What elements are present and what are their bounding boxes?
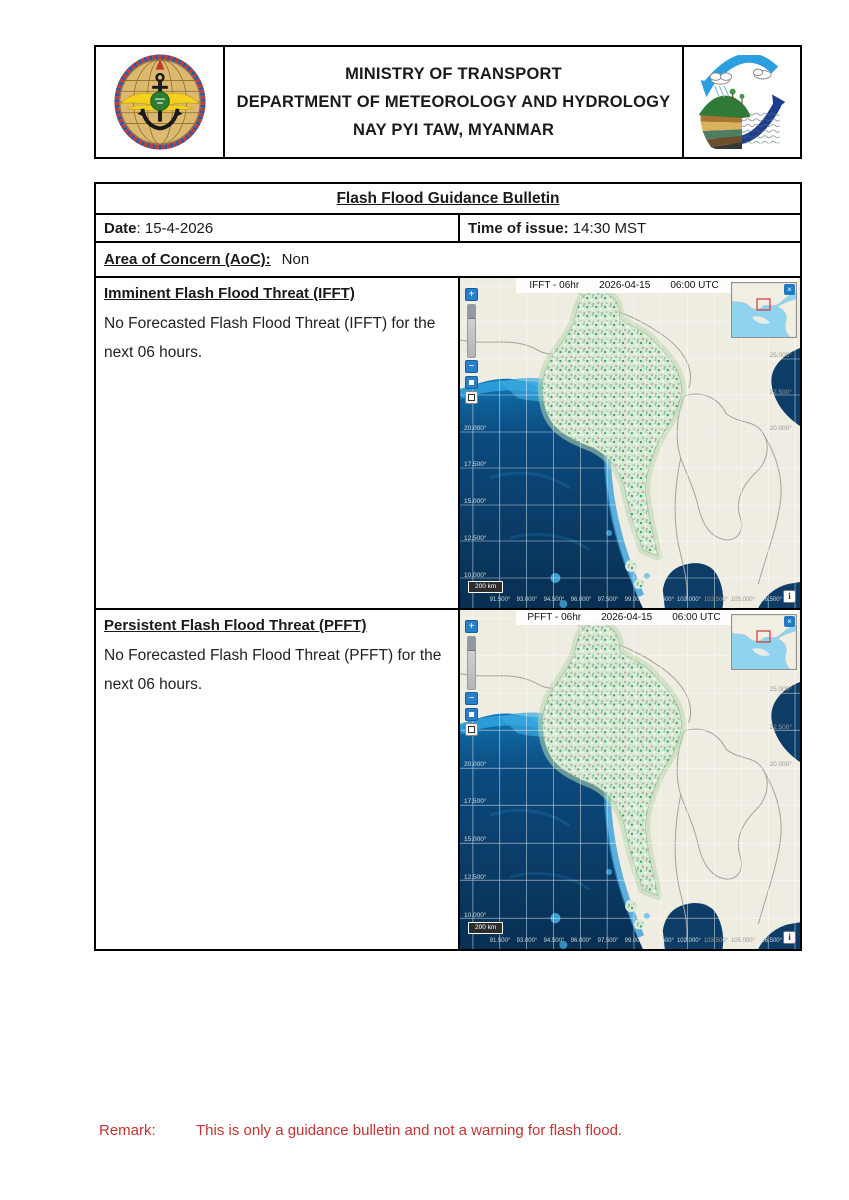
remark-label: Remark: — [99, 1122, 156, 1139]
time-value: 14:30 MST — [568, 219, 647, 237]
extent-icon — [469, 712, 474, 717]
ifft-map-cell — [460, 278, 800, 608]
map-scale-bar: 200 km — [468, 922, 503, 935]
letterhead — [94, 45, 802, 159]
department-title: DEPARTMENT OF METEOROLOGY AND HYDROLOGY — [236, 92, 671, 111]
date-value: : 15-4-2026 — [136, 219, 214, 237]
lon-label: 97.500° — [597, 597, 619, 603]
time-cell — [460, 215, 800, 241]
lon-label: 97.500° — [597, 938, 619, 944]
date-cell — [96, 215, 460, 241]
lat-label: 22.500° — [769, 723, 792, 731]
lat-label: 10.000° — [464, 571, 487, 579]
ifft-body: No Forecasted Flash Flood Threat (IFFT) for the next 06 hours. — [104, 315, 436, 361]
lat-label: 17.500° — [464, 798, 487, 806]
zoom-slider-thumb[interactable] — [468, 305, 475, 319]
layers-icon — [468, 726, 475, 733]
zoom-out-button[interactable]: − — [465, 360, 478, 373]
lon-label: 91.500° — [489, 938, 511, 944]
pfft-heading: Persistent Flash Flood Threat (PFFT) — [104, 617, 367, 634]
map-info-button[interactable]: i — [783, 590, 796, 603]
remark-text: This is only a guidance bulletin and not a warning for flash flood. — [196, 1122, 623, 1139]
lon-label: 96.000° — [570, 938, 592, 944]
lon-label: 93.000° — [516, 938, 538, 944]
dmh-water-cycle-logo-icon — [690, 55, 794, 149]
lat-label: 25.000° — [769, 352, 792, 360]
lat-label: 12.500° — [464, 873, 487, 881]
lon-label: 96.000° — [570, 597, 592, 603]
time-label: Time of issue: — [468, 219, 569, 237]
lon-label: 99.000° — [624, 938, 646, 944]
lon-label: 103.500° — [703, 938, 729, 944]
lon-label: 105.000° — [730, 597, 756, 603]
area-of-concern-row — [96, 243, 800, 278]
lon-label: 99.000° — [624, 597, 646, 603]
inset-close-button[interactable]: × — [784, 284, 795, 295]
layers-button[interactable] — [465, 391, 478, 404]
lat-label: 22.500° — [769, 388, 792, 396]
pfft-map-cell — [460, 610, 800, 949]
pfft-body: No Forecasted Flash Flood Threat (PFFT) for the next 06 hours. — [104, 647, 442, 693]
ifft-text-cell — [96, 278, 460, 608]
location-title: NAY PYI TAW, MYANMAR — [352, 120, 555, 139]
lat-label: 10.000° — [464, 911, 487, 919]
lon-label: 103.500° — [703, 597, 729, 603]
ifft-map[interactable] — [460, 278, 800, 608]
zoom-slider[interactable] — [467, 636, 476, 690]
map-time-label: 06:00 UTC — [672, 612, 721, 623]
layers-button[interactable] — [465, 723, 478, 736]
zoom-in-button[interactable]: + — [465, 288, 478, 301]
lon-label: 100.500° — [649, 938, 675, 944]
aoc-value: Non — [281, 251, 310, 268]
zoom-in-button[interactable]: + — [465, 620, 478, 633]
pfft-text-cell — [96, 610, 460, 949]
map-date-label: 2026-04-15 — [601, 612, 653, 623]
letterhead-titles — [225, 47, 682, 157]
bulletin-title: Flash Flood Guidance Bulletin — [336, 189, 560, 207]
extent-icon — [469, 380, 474, 385]
overview-inset-map[interactable] — [731, 282, 797, 338]
zoom-extent-button[interactable] — [465, 376, 478, 389]
lat-label: 25.000° — [769, 686, 792, 694]
ministry-of-transport-seal-icon — [111, 51, 209, 153]
pfft-section-row — [96, 610, 800, 949]
inset-close-button[interactable]: × — [784, 616, 795, 627]
lon-label: 106.500° — [757, 938, 783, 944]
ministry-title: MINISTRY OF TRANSPORT — [345, 64, 562, 83]
map-product-label: PFFT - 06hr — [527, 612, 582, 623]
map-scale-bar: 200 km — [468, 581, 503, 594]
remark-line — [99, 1122, 622, 1139]
zoom-slider[interactable] — [467, 304, 476, 358]
lon-label: 100.500° — [649, 597, 675, 603]
map-product-label: IFFT - 06hr — [529, 280, 580, 291]
lon-label: 94.500° — [543, 938, 565, 944]
lon-label: 94.500° — [543, 597, 565, 603]
lon-label: 106.500° — [757, 597, 783, 603]
lat-label: 12.500° — [464, 534, 487, 542]
ifft-section-row — [96, 278, 800, 610]
map-time-label: 06:00 UTC — [670, 280, 719, 291]
overview-inset-map[interactable] — [731, 614, 797, 670]
pfft-map[interactable] — [460, 610, 800, 949]
dmh-logo-cell — [682, 47, 800, 157]
layers-icon — [468, 394, 475, 401]
date-label: Date — [104, 219, 137, 237]
lat-label: 20.000° — [464, 760, 487, 768]
aoc-label: Area of Concern (AoC): — [104, 251, 271, 268]
bulletin-title-row — [96, 184, 800, 215]
lon-label: 102.000° — [676, 597, 702, 603]
zoom-extent-button[interactable] — [465, 708, 478, 721]
zoom-slider-thumb[interactable] — [468, 637, 475, 651]
lon-label: 105.000° — [730, 938, 756, 944]
zoom-out-button[interactable]: − — [465, 692, 478, 705]
map-date-label: 2026-04-15 — [599, 280, 651, 291]
date-time-row — [96, 215, 800, 243]
lon-label: 102.000° — [676, 938, 702, 944]
lon-label: 93.000° — [516, 597, 538, 603]
lat-label: 15.000° — [464, 836, 487, 844]
lat-label: 20.000° — [769, 760, 792, 768]
map-info-button[interactable]: i — [783, 931, 796, 944]
lat-label: 15.000° — [464, 498, 487, 506]
ifft-heading: Imminent Flash Flood Threat (IFFT) — [104, 285, 355, 302]
lat-label: 17.500° — [464, 461, 487, 469]
bulletin-table — [94, 182, 802, 951]
lon-label: 91.500° — [489, 597, 511, 603]
ministry-logo-cell — [96, 47, 225, 157]
lat-label: 20.000° — [464, 424, 487, 432]
lat-label: 20.000° — [769, 424, 792, 432]
